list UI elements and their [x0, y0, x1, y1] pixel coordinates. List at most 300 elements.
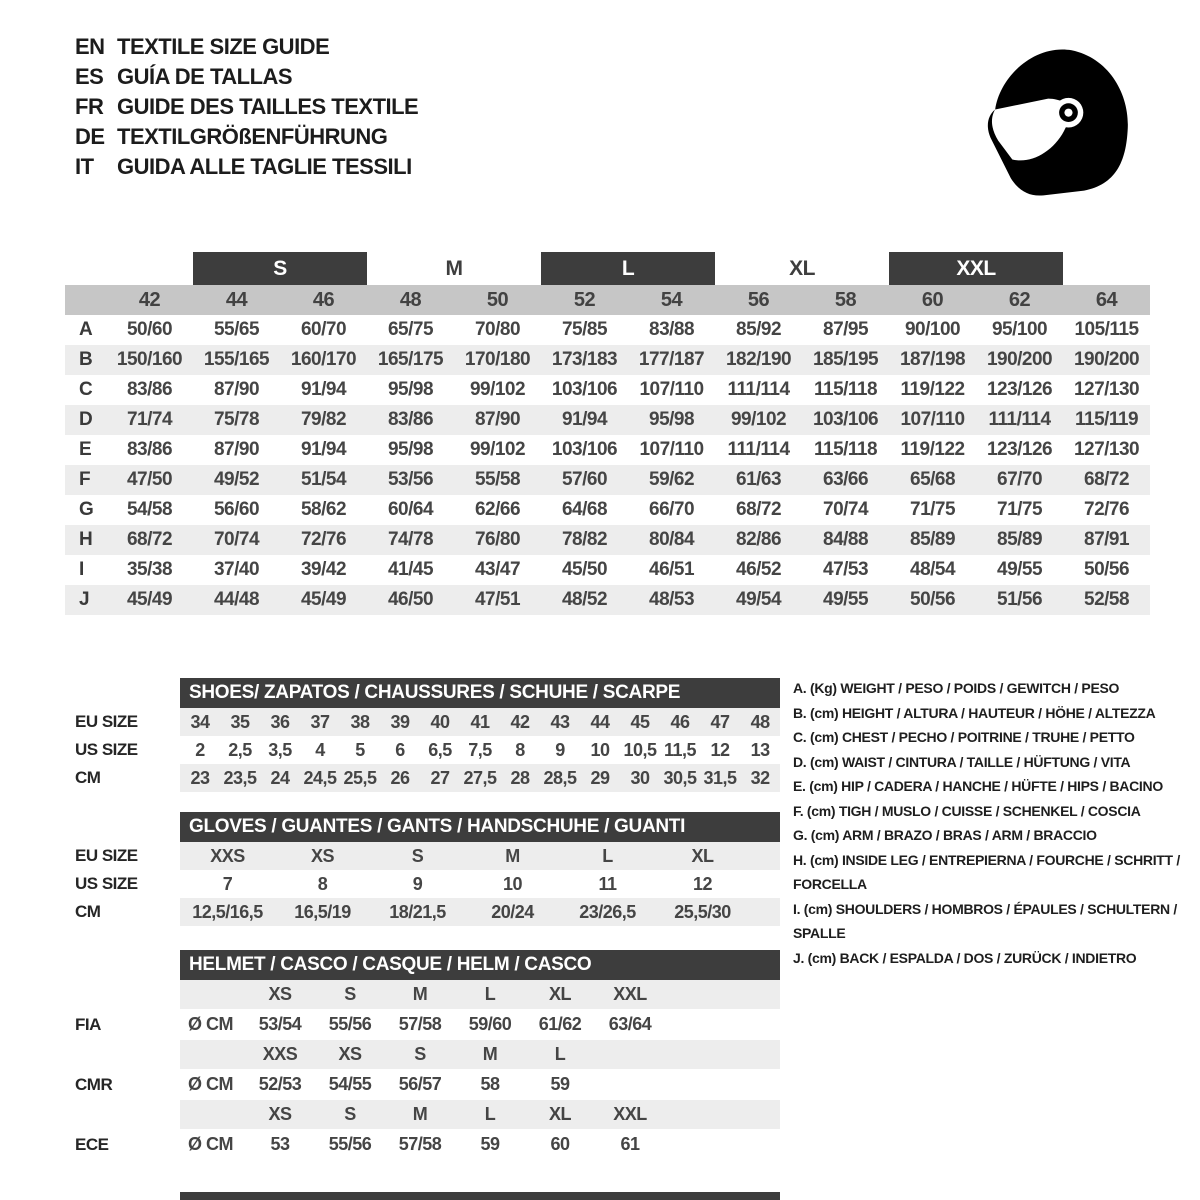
measure-value-cell: 99/102	[469, 379, 526, 400]
measure-value-cell: 119/122	[900, 379, 965, 400]
shoes-value-cell: 25,5	[340, 764, 380, 792]
helmet-size-cell: L	[525, 1040, 595, 1069]
measure-value-cell: 79/82	[300, 409, 347, 430]
language-title-list	[75, 32, 418, 182]
shoes-value-cell: 46	[660, 708, 700, 736]
measure-value-cell: 56/60	[213, 499, 260, 520]
numeric-size-cell: 54	[660, 288, 683, 311]
helmet-size-cell: XXS	[245, 1040, 315, 1069]
numeric-size-cell: 46	[312, 288, 335, 311]
gloves-title: GLOVES / GUANTES / GANTS / HANDSCHUHE / GUANTI	[180, 812, 780, 842]
shoes-value-cell: 24,5	[300, 764, 340, 792]
shoes-value-cell: 23	[180, 764, 220, 792]
helmet-standard-label: FIA	[65, 1009, 180, 1040]
measure-value-cell: 75/78	[213, 409, 260, 430]
measure-value-cell: 66/70	[649, 499, 695, 520]
shoes-value-cell: 3,5	[268, 739, 292, 760]
helmet-value-cell: 53/54	[258, 1014, 302, 1034]
helmet-value-cell: 61/62	[538, 1014, 582, 1034]
helmet-size-cell: M	[385, 980, 455, 1009]
measure-value-cell: 70/80	[474, 319, 521, 340]
helmet-unit-label: Ø CM	[188, 1014, 233, 1034]
language-code: ES	[75, 64, 104, 89]
measure-value-cell: 190/200	[1073, 349, 1140, 370]
measure-value-cell: 45/49	[300, 589, 347, 610]
measure-value-cell: 95/98	[387, 379, 434, 400]
measure-value-cell: 55/65	[213, 319, 260, 340]
measure-value-cell: 70/74	[823, 499, 869, 520]
measure-value-cell: 47/51	[474, 589, 521, 610]
shoes-value-cell: 32	[740, 764, 780, 792]
shoes-value-cell: 44	[580, 708, 620, 736]
shoes-value-cell: 12	[710, 739, 730, 760]
measure-value-cell: 60/70	[300, 319, 347, 340]
gloves-size-table	[65, 812, 780, 926]
helmet-standard-label: CMR	[65, 1069, 180, 1100]
language-title-row	[75, 32, 418, 62]
measure-value-cell: 85/89	[997, 529, 1043, 550]
measure-value-cell: 39/42	[300, 559, 347, 580]
measure-value-cell: 72/76	[1084, 499, 1130, 520]
shoes-row	[65, 708, 780, 736]
language-code: DE	[75, 124, 105, 149]
measure-value-cell: 83/86	[126, 379, 173, 400]
measure-row-label: C	[79, 379, 93, 400]
gloves-value-cell: 25,5/30	[655, 898, 750, 926]
measure-value-cell: 70/74	[213, 529, 260, 550]
gloves-row	[65, 870, 780, 898]
gloves-value-cell: 23/26,5	[560, 898, 655, 926]
measure-row-g	[65, 495, 1150, 525]
measure-value-cell: 115/119	[1074, 409, 1139, 430]
measure-row-label: G	[79, 499, 94, 520]
shoes-row	[65, 736, 780, 764]
helmet-value-cell: 52/53	[258, 1074, 302, 1094]
shoes-value-cell: 48	[740, 708, 780, 736]
gloves-value-cell: XL	[655, 842, 750, 870]
measure-value-cell: 37/40	[213, 559, 260, 580]
measure-value-cell: 150/160	[116, 349, 183, 370]
measure-value-cell: 111/114	[988, 409, 1051, 430]
legend-entry: C. (cm) CHEST / PECHO / POITRINE / TRUHE / PETTO	[793, 729, 1135, 745]
helmet-size-cell: XS	[245, 1100, 315, 1129]
shoes-row-label: US SIZE	[65, 736, 180, 764]
helmet-values-row-fia	[65, 1009, 780, 1040]
shoes-header-row	[65, 678, 780, 708]
shoes-value-cell: 8	[515, 739, 525, 760]
legend-entry: D. (cm) WAIST / CINTURA / TAILLE / HÜFTUNG / VITA	[793, 753, 1131, 770]
gloves-row-label: US SIZE	[65, 870, 180, 898]
helmet-values-row-ece	[65, 1129, 780, 1160]
measure-row-label: I	[79, 559, 84, 580]
measure-value-cell: 155/165	[203, 349, 270, 370]
measure-value-cell: 50/60	[126, 319, 173, 340]
helmet-unit-label: Ø CM	[188, 1134, 233, 1154]
gloves-value-cell: 7	[222, 873, 233, 894]
measure-value-cell: 85/92	[736, 319, 782, 340]
shoes-value-cell: 34	[180, 708, 220, 736]
measure-value-cell: 84/88	[823, 529, 869, 550]
helmet-value-cell: 57/58	[398, 1014, 442, 1034]
gloves-value-cell: 11	[598, 873, 617, 894]
helmet-values-row-cmr	[65, 1069, 780, 1100]
helmet-side-spacer	[65, 1040, 180, 1069]
measure-value-cell: 68/72	[1084, 469, 1130, 490]
measure-value-cell: 67/70	[997, 469, 1043, 490]
gloves-filler-cell	[750, 870, 780, 898]
helmet-size-cell: S	[385, 1040, 455, 1069]
shoes-value-cell: 29	[580, 764, 620, 792]
helmet-value-cell: 63/64	[608, 1014, 652, 1034]
helmet-title: HELMET / CASCO / CASQUE / HELM / CASCO	[180, 950, 780, 980]
measure-value-cell: 78/82	[561, 529, 608, 550]
measure-row-f	[65, 465, 1150, 495]
helmet-size-cell: XL	[525, 1100, 595, 1129]
language-code: FR	[75, 94, 104, 119]
measure-value-cell: 49/55	[823, 589, 869, 610]
helmet-unit-label: Ø CM	[188, 1074, 233, 1094]
legend-entry: G. (cm) ARM / BRAZO / BRAS / ARM / BRACCIO	[793, 827, 1097, 843]
measure-row-c	[65, 375, 1150, 405]
racing-helmet-icon	[978, 40, 1134, 204]
helmet-value-cell	[595, 1069, 665, 1100]
numeric-size-spacer	[65, 285, 106, 315]
measure-value-cell: 80/84	[649, 529, 695, 550]
measure-value-cell: 103/106	[812, 409, 879, 430]
helmet-value-cell: 59	[480, 1134, 500, 1154]
measure-value-cell: 91/94	[300, 439, 347, 460]
measure-value-cell: 46/50	[387, 589, 434, 610]
measure-value-cell: 83/88	[649, 319, 695, 340]
measure-value-cell: 46/51	[649, 559, 695, 580]
shoes-value-cell: 5	[355, 739, 365, 760]
numeric-size-cell: 60	[921, 288, 944, 311]
measure-value-cell: 62/66	[474, 499, 521, 520]
guide-title: TEXTILE SIZE GUIDE	[117, 34, 330, 59]
helmet-sizes-row-ece	[65, 1100, 780, 1129]
measure-value-cell: 123/126	[986, 439, 1053, 460]
shoes-row-label: CM	[65, 764, 180, 792]
language-title-row	[75, 152, 418, 182]
numeric-size-cell: 48	[399, 288, 422, 311]
measure-row-label: B	[79, 349, 93, 370]
measure-value-cell: 48/54	[910, 559, 956, 580]
measure-row-label: J	[79, 589, 90, 610]
measure-value-cell: 185/195	[812, 349, 879, 370]
numeric-size-cell: 42	[138, 288, 161, 311]
measure-value-cell: 115/118	[813, 379, 878, 400]
size-band-spacer	[1063, 252, 1150, 285]
helmet-filler-cell	[665, 1040, 780, 1069]
gloves-header-row	[65, 812, 780, 842]
guide-title: GUIDA ALLE TAGLIE TESSILI	[117, 154, 412, 179]
helmet-size-cell: L	[455, 980, 525, 1009]
gloves-value-cell: 12	[692, 873, 713, 894]
shoes-value-cell: 30	[620, 764, 660, 792]
helmet-size-cell: XL	[525, 980, 595, 1009]
measure-value-cell: 103/106	[551, 439, 618, 460]
helmet-size-cell: XS	[315, 1040, 385, 1069]
measure-value-cell: 68/72	[736, 499, 782, 520]
measure-value-cell: 45/50	[561, 559, 608, 580]
helmet-value-cell: 57/58	[398, 1134, 442, 1154]
measure-row-label: E	[79, 439, 92, 460]
helmet-value-cell: 53	[270, 1134, 290, 1154]
legend-entry: H. (cm) INSIDE LEG / ENTREPIERNA / FOURCHE / SCHRITT / FORCELLA	[793, 851, 1180, 892]
measure-row-label: F	[79, 469, 91, 490]
cropped-next-section-bar	[180, 1192, 780, 1200]
measure-row-label: D	[79, 409, 93, 430]
measure-value-cell: 91/94	[300, 379, 347, 400]
helmet-unit-spacer	[180, 1100, 245, 1129]
helmet-size-cell: XS	[245, 980, 315, 1009]
measure-value-cell: 190/200	[986, 349, 1053, 370]
helmet-value-cell: 61	[620, 1134, 640, 1154]
measure-value-cell: 95/98	[387, 439, 434, 460]
legend-entry: I. (cm) SHOULDERS / HOMBROS / ÉPAULES / SCHULTERN / SPALLE	[793, 900, 1177, 941]
guide-title: GUÍA DE TALLAS	[117, 64, 293, 89]
numeric-size-cell: 44	[225, 288, 248, 311]
helmet-filler-cell	[665, 1129, 780, 1160]
gloves-row	[65, 842, 780, 870]
measure-value-cell: 49/55	[997, 559, 1043, 580]
measure-value-cell: 71/75	[997, 499, 1043, 520]
measure-value-cell: 127/130	[1073, 379, 1140, 400]
gloves-value-cell: 20/24	[465, 898, 560, 926]
shoes-value-cell: 35	[220, 708, 260, 736]
gloves-value-cell: 16,5/19	[275, 898, 370, 926]
helmet-value-cell: 58	[480, 1074, 500, 1094]
helmet-value-cell: 59/60	[468, 1014, 512, 1034]
gloves-value-cell: XS	[275, 842, 370, 870]
numeric-size-cell: 56	[747, 288, 770, 311]
size-band-s: S	[193, 252, 367, 285]
gloves-filler-cell	[750, 842, 780, 870]
legend-entry: J. (cm) BACK / ESPALDA / DOS / ZURÜCK / INDIETRO	[793, 949, 1137, 966]
gloves-value-cell: XXS	[180, 842, 275, 870]
measure-row-label: A	[79, 319, 93, 340]
measure-value-cell: 187/198	[899, 349, 966, 370]
measure-value-cell: 58/62	[300, 499, 347, 520]
measure-value-cell: 46/52	[736, 559, 782, 580]
size-band-xl: XL	[789, 256, 815, 280]
measure-value-cell: 107/110	[639, 379, 704, 400]
helmet-value-cell: 55/56	[328, 1134, 372, 1154]
helmet-size-cell: XXL	[595, 980, 665, 1009]
helmet-filler-cell	[665, 1069, 780, 1100]
shoes-value-cell: 37	[300, 708, 340, 736]
measure-value-cell: 173/183	[551, 349, 618, 370]
shoes-value-cell: 10,5	[623, 739, 657, 760]
measure-row-j	[65, 585, 1150, 615]
gloves-row	[65, 898, 780, 926]
shoes-value-cell: 31,5	[700, 764, 740, 792]
measure-value-cell: 107/110	[639, 439, 704, 460]
measure-value-cell: 49/52	[213, 469, 260, 490]
helmet-value-cell: 56/57	[398, 1074, 442, 1094]
measure-row-i	[65, 555, 1150, 585]
shoes-value-cell: 2,5	[228, 739, 252, 760]
shoes-row-label: EU SIZE	[65, 708, 180, 736]
measure-value-cell: 54/58	[126, 499, 173, 520]
measure-row-label: H	[79, 529, 93, 550]
gloves-row-label: CM	[65, 898, 180, 926]
shoes-value-cell: 6	[395, 739, 405, 760]
measure-value-cell: 51/56	[997, 589, 1043, 610]
gloves-value-cell: L	[560, 842, 655, 870]
measure-value-cell: 44/48	[213, 589, 260, 610]
numeric-size-cell: 52	[573, 288, 596, 311]
shoes-value-cell: 24	[260, 764, 300, 792]
shoes-value-cell: 39	[380, 708, 420, 736]
helmet-size-cell: S	[315, 980, 385, 1009]
size-band-spacer	[65, 252, 193, 285]
shoes-value-cell: 36	[260, 708, 300, 736]
measure-value-cell: 51/54	[300, 469, 347, 490]
measure-value-cell: 49/54	[736, 589, 782, 610]
shoes-value-cell: 45	[620, 708, 660, 736]
measure-value-cell: 87/90	[213, 379, 260, 400]
helmet-unit-spacer	[180, 980, 245, 1009]
shoes-value-cell: 30,5	[660, 764, 700, 792]
gloves-value-cell: M	[465, 842, 560, 870]
language-code: IT	[75, 154, 94, 179]
helmet-sizes-row-cmr	[65, 1040, 780, 1069]
measure-value-cell: 82/86	[736, 529, 782, 550]
measure-value-cell: 45/49	[126, 589, 173, 610]
measure-value-cell: 177/187	[638, 349, 705, 370]
measure-value-cell: 35/38	[126, 559, 173, 580]
measure-value-cell: 65/75	[387, 319, 434, 340]
measure-value-cell: 123/126	[986, 379, 1053, 400]
language-code: EN	[75, 34, 105, 59]
shoes-value-cell: 40	[420, 708, 460, 736]
measure-value-cell: 50/56	[1084, 559, 1130, 580]
helmet-size-cell: M	[455, 1040, 525, 1069]
shoes-value-cell: 10	[590, 739, 610, 760]
measure-value-cell: 87/90	[474, 409, 521, 430]
helmet-value-cell: 60	[550, 1134, 570, 1154]
legend-entry: B. (cm) HEIGHT / ALTURA / HAUTEUR / HÖHE / ALTEZZA	[793, 704, 1156, 721]
shoes-value-cell: 9	[555, 739, 565, 760]
shoes-value-cell: 26	[380, 764, 420, 792]
measure-value-cell: 165/175	[377, 349, 444, 370]
helmet-value-cell: 54/55	[328, 1074, 372, 1094]
guide-title: GUIDE DES TAILLES TEXTILE	[117, 94, 419, 119]
measure-value-cell: 59/62	[649, 469, 695, 490]
measure-value-cell: 99/102	[730, 409, 787, 430]
measure-value-cell: 87/91	[1084, 529, 1130, 550]
shoes-value-cell: 11,5	[663, 739, 697, 760]
gloves-value-cell: 9	[412, 873, 423, 894]
measure-value-cell: 41/45	[387, 559, 434, 580]
measure-value-cell: 99/102	[469, 439, 526, 460]
measure-row-d	[65, 405, 1150, 435]
measure-value-cell: 48/52	[561, 589, 608, 610]
shoes-value-cell: 27	[420, 764, 460, 792]
helmet-unit-spacer	[180, 1040, 245, 1069]
numeric-size-cell: 64	[1095, 288, 1118, 311]
measure-value-cell: 95/98	[649, 409, 695, 430]
shoes-value-cell: 47	[700, 708, 740, 736]
numeric-size-cell: 58	[834, 288, 857, 311]
measure-value-cell: 50/56	[910, 589, 956, 610]
gloves-value-cell: 10	[502, 873, 523, 894]
helmet-size-cell: XXL	[595, 1100, 665, 1129]
measure-value-cell: 87/90	[213, 439, 260, 460]
measure-value-cell: 74/78	[387, 529, 434, 550]
measure-value-cell: 72/76	[300, 529, 347, 550]
gloves-value-cell: 8	[317, 873, 328, 894]
measure-row-e	[65, 435, 1150, 465]
shoes-value-cell: 42	[500, 708, 540, 736]
shoes-value-cell: 2	[195, 739, 205, 760]
language-title-row	[75, 62, 418, 92]
helmet-size-cell	[595, 1040, 665, 1069]
helmet-header-row	[65, 950, 780, 980]
helmet-filler-cell	[665, 1009, 780, 1040]
shoes-value-cell: 43	[540, 708, 580, 736]
helmet-sizes-row-fia	[65, 980, 780, 1009]
measure-value-cell: 55/58	[474, 469, 521, 490]
shoes-value-cell: 23,5	[220, 764, 260, 792]
measure-value-cell: 75/85	[561, 319, 608, 340]
gloves-row-label: EU SIZE	[65, 842, 180, 870]
shoes-value-cell: 6,5	[428, 739, 452, 760]
language-title-row	[75, 92, 418, 122]
measure-value-cell: 60/64	[387, 499, 434, 520]
helmet-size-cell: S	[315, 1100, 385, 1129]
shoes-value-cell: 27,5	[460, 764, 500, 792]
measure-value-cell: 57/60	[561, 469, 608, 490]
helmet-header-spacer	[65, 950, 180, 980]
shoes-value-cell: 28,5	[540, 764, 580, 792]
measure-value-cell: 127/130	[1073, 439, 1140, 460]
shoes-header-spacer	[65, 678, 180, 708]
helmet-value-cell: 55/56	[328, 1014, 372, 1034]
helmet-value-cell: 59	[550, 1074, 570, 1094]
shoes-value-cell: 13	[750, 739, 770, 760]
numeric-size-row	[65, 285, 1150, 315]
measure-value-cell: 71/75	[910, 499, 956, 520]
shoes-size-table	[65, 678, 780, 792]
measure-value-cell: 160/170	[290, 349, 357, 370]
measure-value-cell: 48/53	[649, 589, 695, 610]
shoes-value-cell: 4	[315, 739, 325, 760]
gloves-header-spacer	[65, 812, 180, 842]
measure-value-cell: 47/53	[823, 559, 869, 580]
measurement-legend	[793, 676, 1193, 970]
legend-entry: E. (cm) HIP / CADERA / HANCHE / HÜFTE / HIPS / BACINO	[793, 778, 1163, 794]
measure-row-a	[65, 315, 1150, 345]
gloves-filler-cell	[750, 898, 780, 926]
measure-value-cell: 107/110	[900, 409, 965, 430]
shoes-value-cell: 28	[500, 764, 540, 792]
measure-value-cell: 105/115	[1074, 319, 1139, 340]
size-band-row	[65, 252, 1150, 285]
legend-entry: F. (cm) TIGH / MUSLO / CUISSE / SCHENKEL / COSCIA	[793, 802, 1141, 819]
measure-value-cell: 71/74	[126, 409, 173, 430]
measure-row-h	[65, 525, 1150, 555]
measure-value-cell: 103/106	[551, 379, 618, 400]
shoes-title: SHOES/ ZAPATOS / CHAUSSURES / SCHUHE / SCARPE	[180, 678, 780, 708]
legend-entry: A. (Kg) WEIGHT / PESO / POIDS / GEWITCH / PESO	[793, 680, 1120, 696]
measure-value-cell: 65/68	[910, 469, 956, 490]
measure-value-cell: 111/114	[727, 439, 790, 460]
measure-value-cell: 91/94	[561, 409, 608, 430]
shoes-value-cell: 38	[340, 708, 380, 736]
measure-value-cell: 115/118	[813, 439, 878, 460]
